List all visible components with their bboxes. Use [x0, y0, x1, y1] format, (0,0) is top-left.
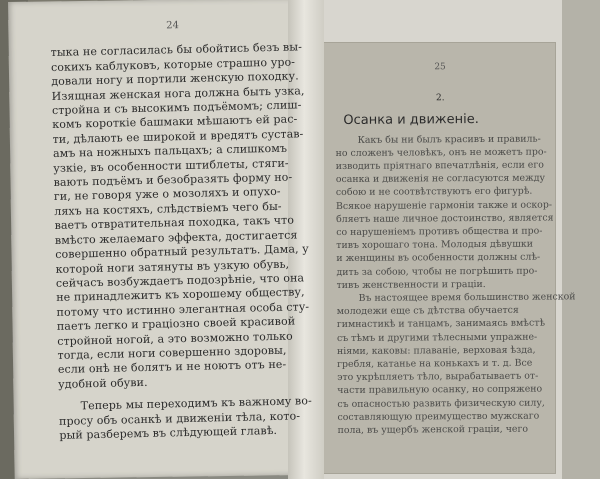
- text-line: не принадлежитъ къ хорошему обществу,: [56, 285, 305, 305]
- text-line: просу объ осанкѣ и движеніи тѣла, кото-: [58, 408, 301, 428]
- text-line: составляющую преимущество мужскаго: [337, 410, 540, 423]
- text-line: которой ноги затянуты въ узкую обувь,: [55, 257, 290, 276]
- text-line: тогда, если ноги совершенно здоровы,: [57, 343, 287, 362]
- right-page-text: [335, 61, 576, 438]
- text-line: сокихъ каблуковъ, которые страшно уро-: [50, 55, 296, 74]
- text-line: рый разберемъ въ слѣдующей главѣ.: [59, 423, 278, 442]
- right-body: [335, 132, 576, 437]
- text-line: если онѣ не болятъ и не ноютъ отъ не-: [57, 358, 287, 377]
- text-line: ляхъ на костяхъ, слѣдствіемъ чего бы-: [54, 199, 282, 218]
- text-line: пола, въ ущербъ женской граціи, чего: [337, 423, 529, 437]
- text-line: Всякое нарушеніе гармоніи также и оскор-: [335, 199, 553, 212]
- text-line: собою и не соотвѣтствуютъ его фигурѣ.: [335, 186, 533, 199]
- left-page-number: 24: [166, 20, 180, 32]
- text-line: это укрѣпляетъ тѣло, вырабатываетъ от-: [337, 370, 539, 384]
- text-line: со нарушеніемъ противъ общества и про-: [336, 225, 543, 239]
- text-line: паетъ легко и граціозно своей красивой: [56, 314, 296, 334]
- text-line: довали ногу и портили женскую походку.: [51, 69, 299, 89]
- text-line: Въ настоящее время большинство женской: [358, 291, 576, 304]
- text-line: ваетъ отвратительная походка, такъ что: [54, 213, 295, 233]
- text-line: Изящная женская нога должна быть узка,: [51, 83, 305, 103]
- text-line: съ тѣмъ и другими тѣлесными упражне-: [336, 331, 538, 344]
- text-line: ти, дѣлають ее широкой и вредятъ сустав-: [52, 127, 304, 146]
- background-right: [560, 0, 600, 479]
- text-line: комъ короткіе башмаки мѣшаютъ ей рас-: [52, 112, 298, 132]
- right-page-number: 25: [434, 62, 446, 73]
- text-line: тыка не согласилась бы обойтись безъ вы-: [50, 40, 303, 60]
- text-line: вмѣсто желаемаго эффекта, достигается: [54, 228, 298, 247]
- text-line: ніями, каковы: плаваніе, верховая ѣзда,: [336, 344, 536, 357]
- section-number: 2.: [435, 93, 445, 104]
- text-line: тивъ женственности и граціи.: [336, 278, 486, 291]
- text-line: гребля, катанье на конькахъ и т. д. Все: [337, 357, 533, 371]
- text-line: дить за собою, чтобы не погрѣшить про-: [336, 265, 538, 278]
- text-line: совершенно обратный результатъ. Дама, у: [55, 242, 309, 262]
- text-line: и женщины въ особенности должны слѣ-: [336, 252, 541, 265]
- text-line: молодежи еще съ дѣтства обучается: [336, 304, 519, 318]
- text-line: Теперь мы переходимъ къ важному во-: [80, 394, 312, 413]
- text-line: гимнастикѣ и танцамъ, занимаясь вмѣстѣ: [336, 317, 546, 331]
- left-page-text: [50, 16, 312, 443]
- text-line: ги, не говоря уже о мозоляхъ и опухо-: [53, 185, 281, 204]
- text-line: потому что истинно элегантная особа сту-: [56, 299, 310, 319]
- text-line: сейчасъ возбуждаетъ подозрѣніе, что она: [55, 271, 305, 290]
- text-line: бляетъ наше личное достоинство, является: [336, 212, 554, 225]
- text-line: вають подъёмъ и безобразять форму но-: [53, 170, 293, 190]
- text-line: изводить пріятнаго впечатлѣнія, если его: [335, 159, 544, 173]
- text-line: стройна и съ высокимъ подъёмомъ; слиш-: [51, 98, 302, 118]
- section-heading: Осанка и движеніе.: [343, 112, 479, 129]
- text-line: удобной обуви.: [58, 375, 148, 391]
- text-line: осанка и движенія не согласуются между: [335, 172, 546, 186]
- text-line: части правильную осанку, но сопряжено: [337, 384, 543, 397]
- text-line: Какъ бы ни былъ красивъ и правиль-: [357, 133, 541, 146]
- left-body: [50, 40, 310, 392]
- text-line: тивъ хорошаго тона. Молодыя дѣвушки: [336, 238, 534, 252]
- text-line: амъ на ножныхъ пальцахъ; а слишкомъ: [52, 141, 288, 161]
- text-line: съ опасностью развить физическую силу,: [337, 397, 545, 410]
- text-line: стройной ногой, а это возможно только: [57, 329, 293, 348]
- text-line: узкіе, въ особенности штиблеты, стяги-: [53, 156, 289, 175]
- text-line: но сложенъ человѣкъ, онъ не можетъ про-: [335, 146, 547, 159]
- left-closing-paragraph: [58, 394, 312, 444]
